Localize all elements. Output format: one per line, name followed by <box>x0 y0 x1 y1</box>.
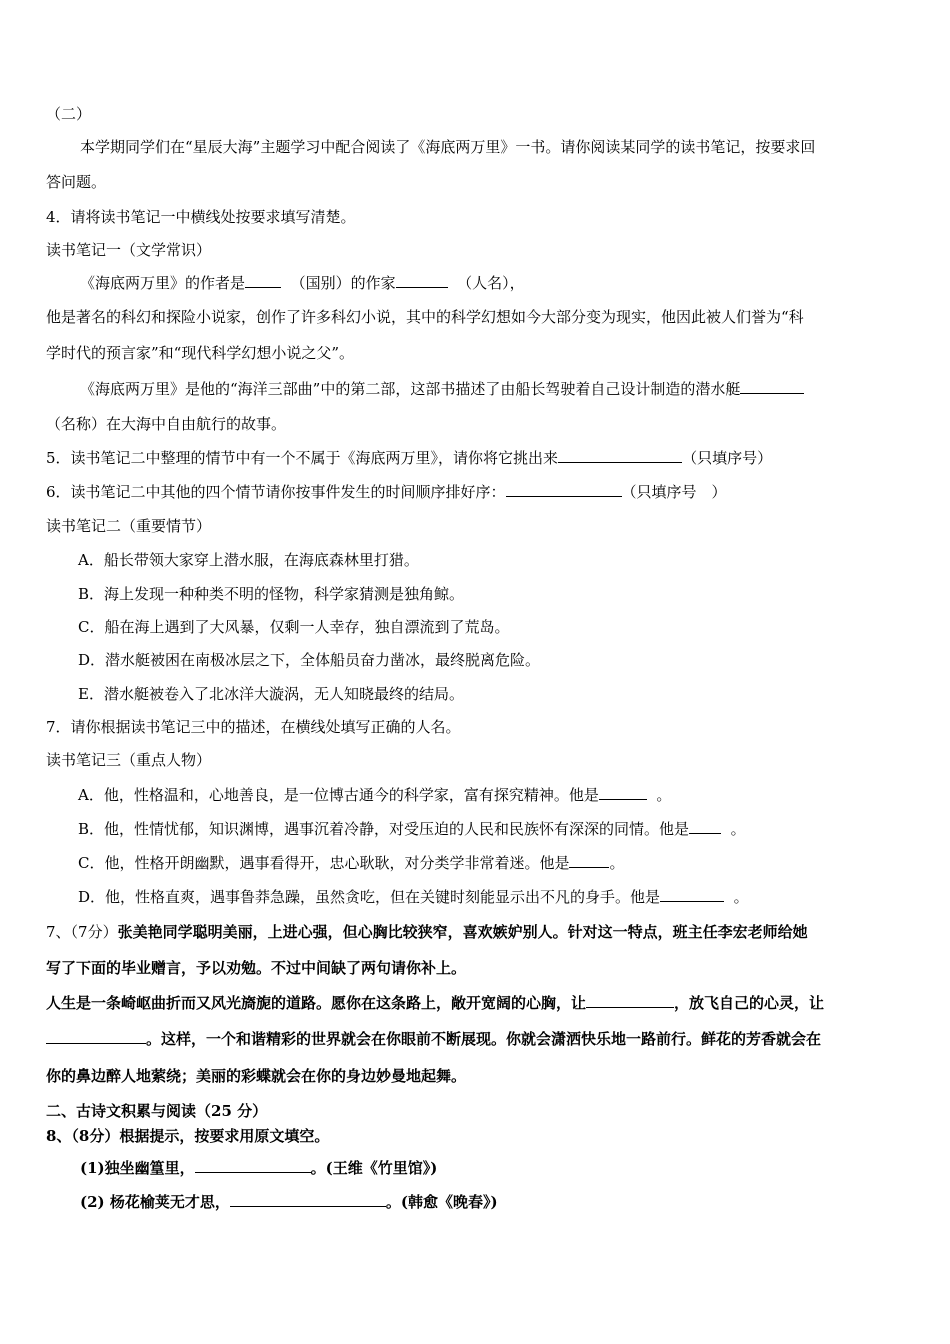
note-1-line-4 <box>80 379 804 399</box>
note-2-item-a: A．船长带领大家穿上潜水服，在海底森林里打猎。 <box>78 551 419 569</box>
motto-blank-2[interactable] <box>46 1029 146 1044</box>
note-3-item-d-text: D．他，性格直爽，遇事鲁莽急躁，虽然贪吃，但在关键时刻能显示出不凡的身手。他是 <box>78 888 661 906</box>
poem-2-blank[interactable] <box>230 1192 386 1207</box>
note-3-item-b <box>78 819 746 839</box>
question-8-item-1 <box>80 1158 437 1178</box>
question-5 <box>46 448 772 468</box>
note-1-line-3: 学时代的预言家”和“现代科学幻想小说之父”。 <box>46 344 355 362</box>
note-3-item-b-text: B．他，性情忧郁，知识渊博，遇事沉着冷静，对受压迫的人民和民族怀有深深的同情。他是 <box>78 820 690 838</box>
motto-blank-1[interactable] <box>586 993 674 1008</box>
note-3-blank-a[interactable] <box>599 785 647 800</box>
intro-line-1: 本学期同学们在“星辰大海”主题学习中配合阅读了《海底两万里》一书。请你阅读某同学的读书笔记，按要求回 <box>80 138 816 156</box>
question-5-text: 5．读书笔记二中整理的情节中有一个不属于《海底两万里》，请你将它挑出来 <box>46 449 559 467</box>
country-blank[interactable] <box>245 273 281 288</box>
question-7b-text-3a: 人生是一条崎岖曲折而又风光旖旎的道路。愿你在这条路上，敞开宽阔的心胸，让 <box>46 994 587 1012</box>
question-6-text: 6．读书笔记二中其他的四个情节请你按事件发生的时间顺序排好序： <box>46 483 506 501</box>
note-2-item-d: D．潜水艇被困在南极冰层之下，全体船员奋力凿冰，最终脱离危险。 <box>78 651 541 669</box>
question-7b-line-4 <box>46 1029 821 1049</box>
note-1-line-5: （名称）在大海中自由航行的故事。 <box>46 415 287 433</box>
note-3-item-c <box>78 853 625 873</box>
note-3-item-d-end: 。 <box>733 888 749 906</box>
note-1-text-b: （国别）的作家 <box>290 274 396 292</box>
poem-2-source: 。(韩愈《晚春》) <box>385 1193 498 1211</box>
question-7b-line-5: 你的鼻边醉人地萦绕；美丽的彩蝶就会在你的身边妙曼地起舞。 <box>46 1067 467 1085</box>
note-1-line-2: 他是著名的科幻和探险小说家，创作了许多科幻小说，其中的科学幻想如今大部分变为现实，他因此被人们誉为“科 <box>46 308 804 326</box>
note-3-item-a-end: 。 <box>656 786 672 804</box>
question-7b-line-2: 写了下面的毕业赠言，予以劝勉。不过中间缺了两句请你补上。 <box>46 959 467 977</box>
note-3-item-a <box>78 785 671 805</box>
note-2-item-e: E．潜水艇被卷入了北冰洋大漩涡，无人知晓最终的结局。 <box>78 685 464 703</box>
note-3-item-c-text: C．他，性格开朗幽默，遇事看得开，忠心耿耿，对分类学非常着迷。他是 <box>78 854 570 872</box>
note-1-text-a: 《海底两万里》的作者是 <box>80 274 246 292</box>
submarine-name-blank[interactable] <box>740 379 804 394</box>
note-3-blank-b[interactable] <box>689 819 721 834</box>
question-5-blank[interactable] <box>558 448 682 463</box>
question-6-hint: （只填序号 ） <box>621 483 727 501</box>
poem-2-text: (2) 杨花榆荚无才思， <box>80 1193 230 1211</box>
note-1-line-4-text: 《海底两万里》是他的“海洋三部曲”中的第二部，这部书描述了由船长驾驶着自己设计制造的潜水艇 <box>80 380 741 398</box>
poem-1-blank[interactable] <box>195 1158 311 1173</box>
question-8-item-2 <box>80 1192 498 1212</box>
question-6 <box>46 482 727 502</box>
section-2-heading: 二、古诗文积累与阅读（25 分） <box>46 1102 268 1120</box>
note-3-item-b-end: 。 <box>730 820 746 838</box>
question-7b-text-1: 张美艳同学聪明美丽，上进心强，但心胸比较狭窄，喜欢嫉妒别人。针对这一特点，班主任李宏老师给她 <box>117 923 808 941</box>
note-1-title: 读书笔记一（文学常识） <box>46 241 212 259</box>
question-8-prompt: 8、（8分）根据提示，按要求用原文填空。 <box>46 1127 330 1145</box>
poem-1-source: 。(王维《竹里馆》) <box>310 1159 438 1177</box>
note-3-blank-d[interactable] <box>660 887 724 902</box>
poem-1-text: (1)独坐幽篁里， <box>80 1159 195 1177</box>
author-blank[interactable] <box>396 273 448 288</box>
question-7b-line-1 <box>46 922 808 942</box>
question-7b-line-3 <box>46 993 824 1013</box>
note-3-title: 读书笔记三（重点人物） <box>46 751 212 769</box>
note-2-title: 读书笔记二（重要情节） <box>46 517 212 535</box>
question-6-blank[interactable] <box>506 482 622 497</box>
note-1-text-c: （人名）， <box>457 274 525 292</box>
note-3-item-c-end: 。 <box>609 854 625 872</box>
note-2-item-c: C．船在海上遇到了大风暴，仅剩一人幸存，独自漂流到了荒岛。 <box>78 618 510 636</box>
section-label: （二） <box>46 105 92 123</box>
question-7b-text-4: 。这样，一个和谐精彩的世界就会在你眼前不断展现。你就会潇洒快乐地一路前行。鲜花的芳香就会在 <box>146 1030 822 1048</box>
note-1-line-1 <box>80 273 525 293</box>
question-7b-text-3b: ，放飞自己的心灵，让 <box>674 994 825 1012</box>
question-7-prompt: 7．请你根据读书笔记三中的描述，在横线处填写正确的人名。 <box>46 718 461 736</box>
note-2-item-b: B．海上发现一种种类不明的怪物，科学家猜测是独角鲸。 <box>78 585 465 603</box>
intro-line-2: 答问题。 <box>46 173 107 191</box>
question-5-hint: （只填序号） <box>682 449 773 467</box>
question-7b-head: 7、（7分） <box>46 923 118 941</box>
note-3-item-a-text: A．他，性格温和，心地善良，是一位博古通今的科学家，富有探究精神。他是 <box>78 786 599 804</box>
note-3-blank-c[interactable] <box>569 853 609 868</box>
note-3-item-d <box>78 887 749 907</box>
question-4-prompt: 4．请将读书笔记一中横线处按要求填写清楚。 <box>46 208 356 226</box>
